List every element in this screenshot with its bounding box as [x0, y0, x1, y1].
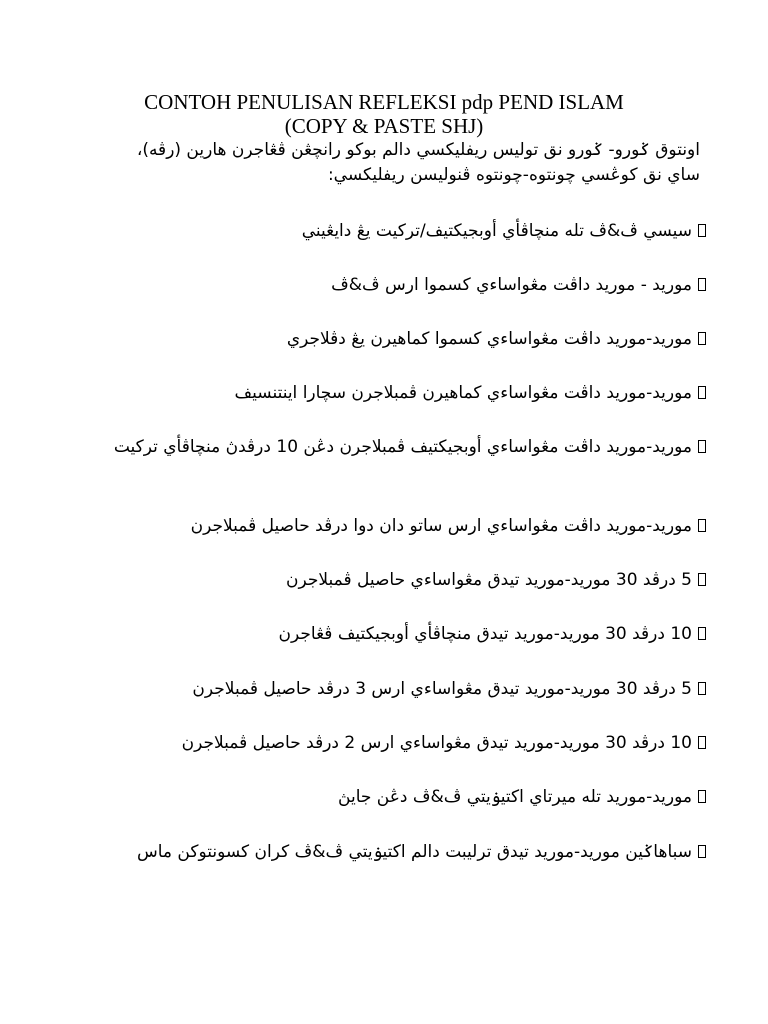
- list-item-text: 10 درڤد 30 موريد-موريد تيدق منچاڤأي أوبجيكتيف ڤڠاجرن: [278, 624, 692, 644]
- list-item: [182, 731, 706, 756]
- list-item: [90, 840, 706, 865]
- document-title: CONTOH PENULISAN REFLEKSI pdp PEND ISLAM: [144, 90, 624, 114]
- list-item: [235, 381, 706, 406]
- list-item-text: موريد-موريد داڤت مڠواساءي ارس ساتو دان دوا درڤد حاصيل ڤمبلاجرن: [190, 516, 692, 536]
- list-item-text: موريد-موريد داڤت مڠواساءي أوبجيكتيف ڤمبلاجرن دڠن 10 درڤدڽ منچاڤأي تركيت: [113, 437, 692, 457]
- bullet-box-icon: [698, 682, 706, 695]
- bullet-box-icon: [698, 332, 706, 345]
- list-item-text: 5 درڤد 30 موريد-موريد تيدق مڠواساءي حاصيل ڤمبلاجرن: [285, 570, 692, 590]
- list-item-text: 10 درڤد 30 موريد-موريد تيدق مڠواساءي ارس 2 درڤد حاصيل ڤمبلاجرن: [181, 733, 692, 753]
- bullet-box-icon: [698, 627, 706, 640]
- list-item: [192, 677, 706, 702]
- bullet-box-icon: [698, 736, 706, 749]
- list-item: [338, 785, 706, 810]
- list-item-text: موريد-موريد داڤت مڠواساءي كسموا كماهيرن يڠ دڤلاجري: [286, 329, 692, 349]
- bullet-box-icon: [698, 519, 706, 532]
- bullet-box-icon: [698, 440, 706, 453]
- bullet-box-icon: [698, 845, 706, 858]
- list-item-text: موريد-موريد داڤت مڠواساءي كماهيرن ڤمبلاجرن سچارا اينتنسيف: [234, 383, 692, 403]
- bullet-box-icon: [698, 573, 706, 586]
- list-item: [302, 219, 706, 244]
- list-item-text: سباهاݢين موريد-موريد تيدق ترليبت دالم اكتيۏيتي ڤ&ڤ كران كسونتوكن ماس: [136, 842, 692, 862]
- list-item-text: 5 درڤد 30 موريد-موريد تيدق مڠواساءي ارس 3 درڤد حاصيل ڤمبلاجرن: [192, 679, 692, 699]
- bullet-box-icon: [698, 386, 706, 399]
- list-item: [287, 327, 706, 352]
- list-item-text: موريد-موريد تله ميرتاي اكتيۏيتي ڤ&ڤ دڠن جايڽ: [338, 787, 692, 807]
- list-item: [331, 273, 706, 298]
- document-subtitle: (COPY & PASTE SHJ): [284, 114, 484, 138]
- list-item: [279, 622, 706, 647]
- list-item-text: موريد - موريد داڤت مڠواساءي كسموا ارس ڤ&ڤ: [331, 275, 692, 295]
- bullet-box-icon: [698, 224, 706, 237]
- list-item: [191, 514, 706, 539]
- list-item-text: سيسي ڤ&ڤ تله منچاڤأي أوبجيكتيف/تركيت يڠ دايڠيني: [301, 221, 692, 241]
- intro-paragraph: اونتوق ݢورو- ݢورو نق توليس ريفليكسي دالم بوکو رانچڠن ڤڠاجرن هارين (رڤه)، ساي نق کوڠسي چونتوه-چونتوه ڤنوليسن ريفليکسي:: [136, 140, 700, 185]
- bullet-box-icon: [698, 278, 706, 291]
- list-item: [90, 435, 706, 460]
- list-item: [286, 568, 706, 593]
- bullet-box-icon: [698, 790, 706, 803]
